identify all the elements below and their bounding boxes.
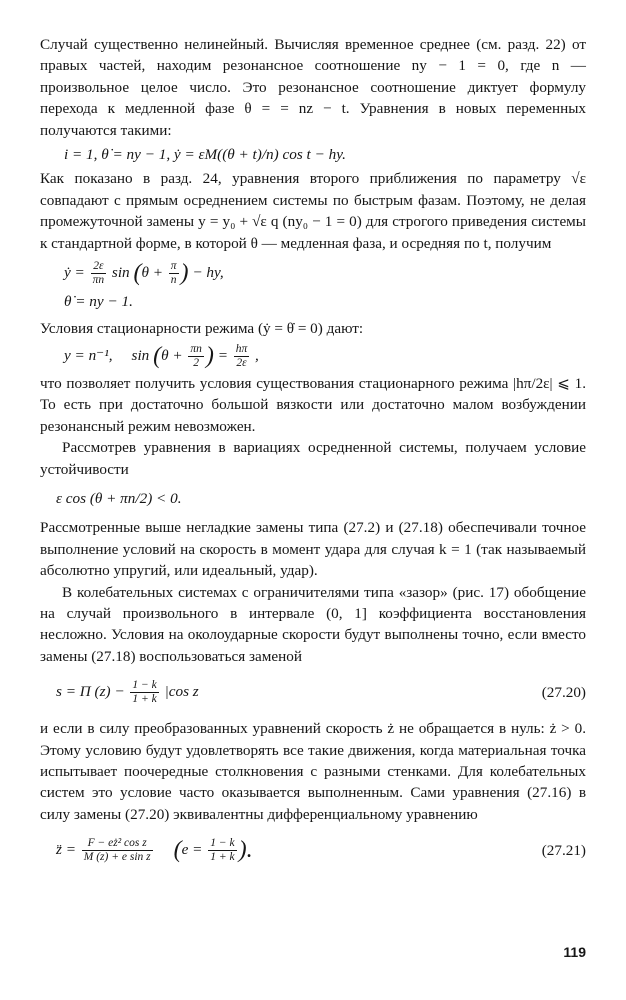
- eq5-body: [40, 679, 199, 706]
- eq6-num: F − eż² cos z: [82, 837, 153, 851]
- eq3-tail: ,: [255, 346, 259, 364]
- equation-number-27-20: (27.20): [541, 683, 586, 701]
- eq6-den: M (z) + e sin z: [83, 851, 151, 864]
- eq6-e-lhs: e =: [181, 841, 203, 859]
- equation-number-27-21: (27.21): [541, 841, 586, 859]
- eq3-arg-num: πn: [190, 342, 202, 355]
- eq2-arg-fraction: [169, 260, 179, 287]
- eq2-sin: sin: [111, 264, 130, 282]
- eq6-lhs: z̈ =: [56, 841, 76, 859]
- eq2-fraction: [91, 260, 107, 287]
- eq6-fraction: [82, 837, 153, 864]
- eq5-lhs: s = Π (z) −: [56, 683, 125, 701]
- eq6-body: [40, 837, 253, 864]
- eq2-tail: − hy,: [192, 264, 224, 282]
- eq6-close-paren: ).: [238, 836, 253, 863]
- eq2-arg-den: n: [170, 274, 177, 287]
- paragraph-3: Условия стационарности режима (ẏ = θ̇ = 0) дают:: [40, 320, 364, 338]
- eq5-fraction: [130, 679, 158, 706]
- eq2-frac-den: πn: [92, 274, 105, 287]
- eq2-arg-num: π: [170, 260, 177, 273]
- paragraph-7: В колебательных системах с ограничителями типа «зазор» (рис. 17) обобщение на случай произвольного в интервале (0, 1] коэффициента восстановления несложно. Условия на околоударные скорости будут выполнены точно, если вместо замены (27.18) воспользоваться заменой: [40, 583, 586, 665]
- eq6-e-den: 1 + k: [210, 851, 235, 864]
- equation-stability: ε cos (θ + πn/2) < 0.: [56, 489, 182, 507]
- equation-averaged-line-2: θ̇ = ny − 1.: [64, 293, 133, 311]
- paragraph-4: что позволяет получить условия существования стационарного режима |hπ/2ε| ⩽ 1. То есть при достаточно большой вязкости или достаточно малом возбуждении резонансный режим невозможен.: [40, 374, 586, 435]
- eq3-arg-fraction: [188, 343, 204, 370]
- page-number: 119: [563, 944, 586, 960]
- eq5-tail: |cos z: [164, 683, 199, 701]
- eq3-sin: sin: [131, 346, 150, 364]
- eq3-arg-den: 2: [193, 356, 199, 369]
- eq5-num: 1 − k: [132, 679, 157, 692]
- equation-stationary: y = n⁻¹, sin (θ + $\frac{\pi n}{2}$ ) = $\frac{h\pi}{2\varepsilon}$ ,: [64, 342, 259, 369]
- eq3-equals: =: [217, 346, 228, 364]
- paragraph-1: Случай существенно нелинейный. Вычисляя временное среднее (см. разд. 22) от правых частей, находим резонансное соотношение ny − 1 = 0, где n — произвольное целое число. Это резонансное соотношение диктует формулу перехода к медленной фазе θ = = nz − t. Уравнения в новых переменных получаются такими:: [40, 36, 586, 139]
- equation-27-20: [40, 679, 586, 706]
- eq6-e-num: 1 − k: [210, 837, 235, 850]
- eq6-open-paren: (: [173, 836, 182, 863]
- eq3-rhs-den: 2ε: [236, 356, 247, 369]
- eq5-den: 1 + k: [132, 693, 157, 706]
- eq3-rhs-fraction: [234, 343, 250, 370]
- paragraph-2: Как показано в разд. 24, уравнения второго приближения по параметру √ε совпадают с прямым осреднением системы по быстрым фазам. Поэтому, не делая промежуточной замены y = y₀ + √ε q (ny₀ − 1 = 0) для строгого приведения системы к стандартной форме, в которой θ — медленная фаза, и осредняя по t, получим: [40, 170, 586, 252]
- eq3-rhs-num: hπ: [235, 342, 248, 355]
- eq6-e-fraction: [208, 837, 236, 864]
- eq2-frac-num: 2ε: [91, 260, 107, 274]
- eq3-left: y = n⁻¹,: [64, 346, 113, 364]
- eq2-lhs: ẏ =: [64, 264, 85, 282]
- eq2-arg: θ +: [141, 264, 163, 282]
- paragraph-8: и если в силу преобразованных уравнений скорость ż не обращается в нуль: ż > 0. Этому условию будут удовлетворять все такие движения, когда материальная точка испытывает поочередные столкновения с разными стенками. Для колебательных систем это условие часто оказывается выполненным. Сами уравнения (27.16) в силу замены (27.20) эквивалентны дифференциальному уравнению: [40, 720, 586, 823]
- paragraph-5: Рассмотрев уравнения в вариациях осредненной системы, получаем условие устойчивости: [40, 439, 586, 478]
- paragraph-6: Рассмотренные выше негладкие замены типа (27.2) и (27.18) обеспечивали точное выполнение условий на скорость в момент удара для случая k = 1 (так называемый абсолютно упругий, или идеальный, удар).: [40, 519, 586, 580]
- eq3-arg: θ +: [161, 346, 183, 364]
- equation-averaged-line-1: ẏ = $\frac{2\varepsilon}{\pi n}$ sin (θ + $\frac{\pi}{n}$ ) − hy,: [64, 259, 224, 287]
- equation-averaged-system: [64, 260, 586, 312]
- equation-27-21: [40, 837, 586, 864]
- equation-new-variables: i = 1, θ̇ = ny − 1, ẏ = εM((θ + t)/n) cos t − hy.: [64, 146, 346, 164]
